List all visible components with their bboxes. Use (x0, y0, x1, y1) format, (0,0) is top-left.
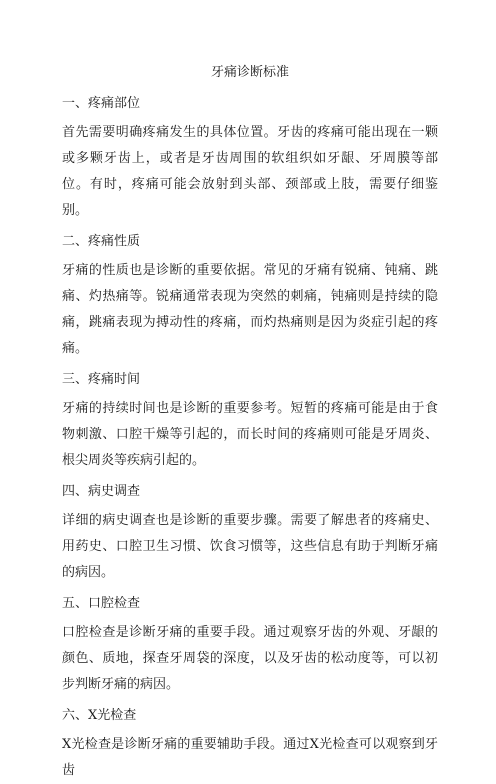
section-heading: 五、口腔检查 (62, 596, 141, 611)
document-title: 牙痛诊断标准 (210, 65, 289, 80)
section-heading: 四、病史调查 (62, 484, 141, 499)
section-body: 详细的病史调查也是诊断的重要步骤。需要了解患者的疼痛史、用药史、口腔卫生习惯、饮食习惯等，这些信息有助于判断牙痛的病因。 (62, 513, 438, 580)
section-body: 首先需要明确疼痛发生的具体位置。牙齿的疼痛可能出现在一颗或多颗牙齿上，或者是牙齿周围的软组织如牙龈、牙周膜等部位。有时，疼痛可能会放射到头部、颈部或上肢，需要仔细鉴别。 (62, 125, 438, 218)
section-body: 牙痛的性质也是诊断的重要依据。常见的牙痛有锐痛、钝痛、跳痛、灼热痛等。锐痛通常表现为突然的刺痛，钝痛则是持续的隐痛，跳痛表现为搏动性的疼痛，而灼热痛则是因为炎症引起的疼痛。 (62, 263, 438, 356)
section-pain-location (62, 92, 438, 224)
section-xray-exam (62, 704, 438, 784)
section-heading: 一、疼痛部位 (62, 96, 141, 111)
section-pain-nature (62, 230, 438, 362)
section-heading: 三、疼痛时间 (62, 372, 141, 387)
section-oral-exam (62, 592, 438, 698)
section-body: X光检查是诊断牙痛的重要辅助手段。通过X光检查可以观察到牙齿 (62, 737, 438, 778)
section-pain-duration (62, 368, 438, 474)
section-heading: 二、疼痛性质 (62, 234, 141, 249)
section-body: 口腔检查是诊断牙痛的重要手段。通过观察牙齿的外观、牙龈的颜色、质地，探查牙周袋的深度，以及牙齿的松动度等，可以初步判断牙痛的病因。 (62, 625, 438, 692)
section-medical-history (62, 480, 438, 586)
section-body: 牙痛的持续时间也是诊断的重要参考。短暂的疼痛可能是由于食物刺激、口腔干燥等引起的，而长时间的疼痛则可能是牙周炎、根尖周炎等疾病引起的。 (62, 401, 438, 468)
section-heading: 六、X光检查 (62, 708, 137, 723)
